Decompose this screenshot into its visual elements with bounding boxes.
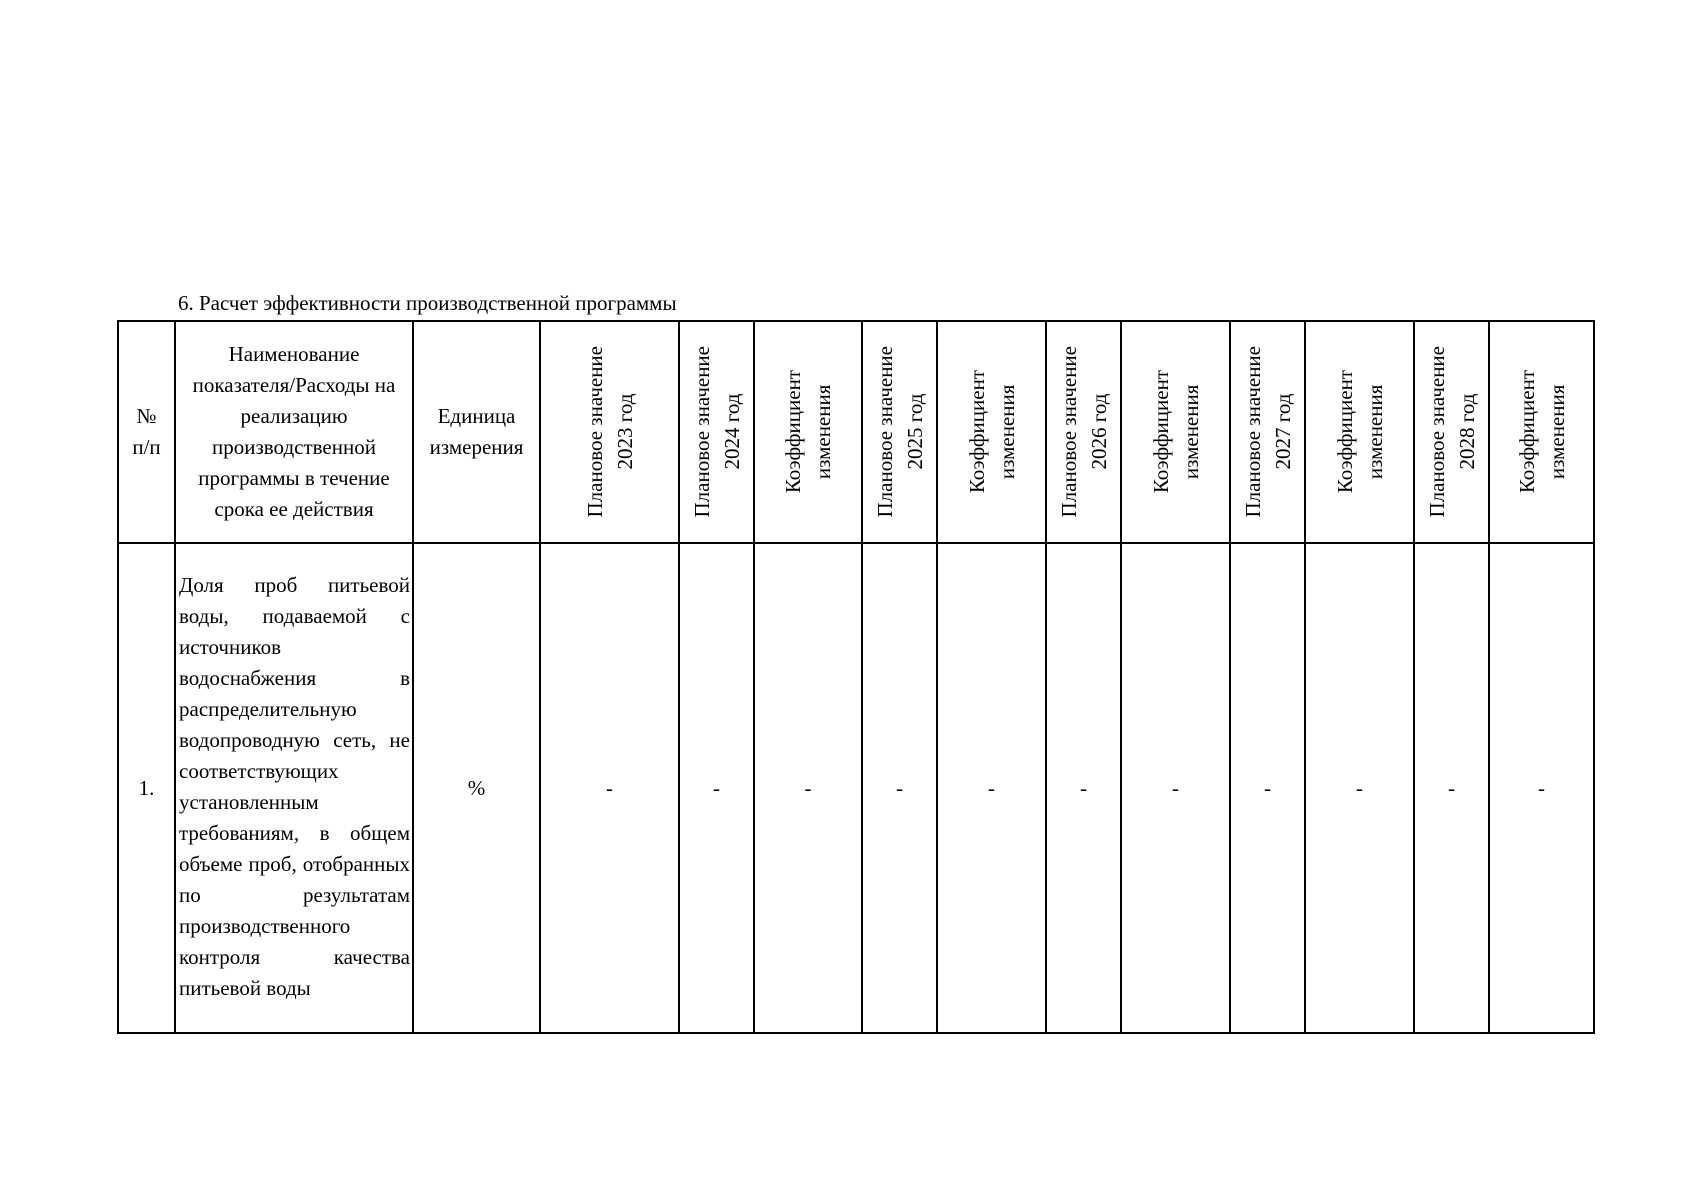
header-coef-1: Коэффициент изменения	[754, 321, 862, 543]
value-coef-5: -	[1489, 543, 1594, 1033]
table-row	[118, 543, 1594, 1033]
value-coef-3: -	[1121, 543, 1230, 1033]
value-plan-2023: -	[540, 543, 679, 1033]
header-unit: Единица измерения	[413, 321, 540, 543]
value-coef-2: -	[937, 543, 1046, 1033]
header-coef-3: Коэффициент изменения	[1121, 321, 1230, 543]
row-unit: %	[413, 543, 540, 1033]
header-plan-2024: Плановое значение 2024 год	[679, 321, 754, 543]
value-plan-2028: -	[1414, 543, 1489, 1033]
header-coef-5: Коэффициент изменения	[1489, 321, 1594, 543]
header-coef-4: Коэффициент изменения	[1305, 321, 1414, 543]
section-title: 6. Расчет эффективности производственной программы	[178, 291, 677, 315]
header-plan-2027: Плановое значение 2027 год	[1230, 321, 1305, 543]
value-coef-1: -	[754, 543, 862, 1033]
value-plan-2027: -	[1230, 543, 1305, 1033]
row-number: 1.	[118, 543, 175, 1033]
header-coef-2: Коэффициент изменения	[937, 321, 1046, 543]
header-plan-2025: Плановое значение 2025 год	[862, 321, 937, 543]
value-plan-2026: -	[1046, 543, 1121, 1033]
value-coef-4: -	[1305, 543, 1414, 1033]
header-plan-2026: Плановое значение 2026 год	[1046, 321, 1121, 543]
efficiency-table	[117, 320, 1595, 1034]
header-plan-2028: Плановое значение 2028 год	[1414, 321, 1489, 543]
header-name: Наименование показателя/Расходы на реализацию производственной программы в течение срока ее действия	[175, 321, 413, 543]
header-number: № п/п	[118, 321, 175, 543]
value-plan-2024: -	[679, 543, 754, 1033]
header-plan-2023: Плановое значение 2023 год	[540, 321, 679, 543]
row-name: Доля проб питьевой воды, подаваемой с источников водоснабжения в распределительную водопроводную сеть, не соответствующих установленным требованиям, в общем объеме проб, отобранных по результатам производственного контроля качества питьевой воды	[175, 543, 413, 1033]
table-header-row	[118, 321, 1594, 543]
value-plan-2025: -	[862, 543, 937, 1033]
